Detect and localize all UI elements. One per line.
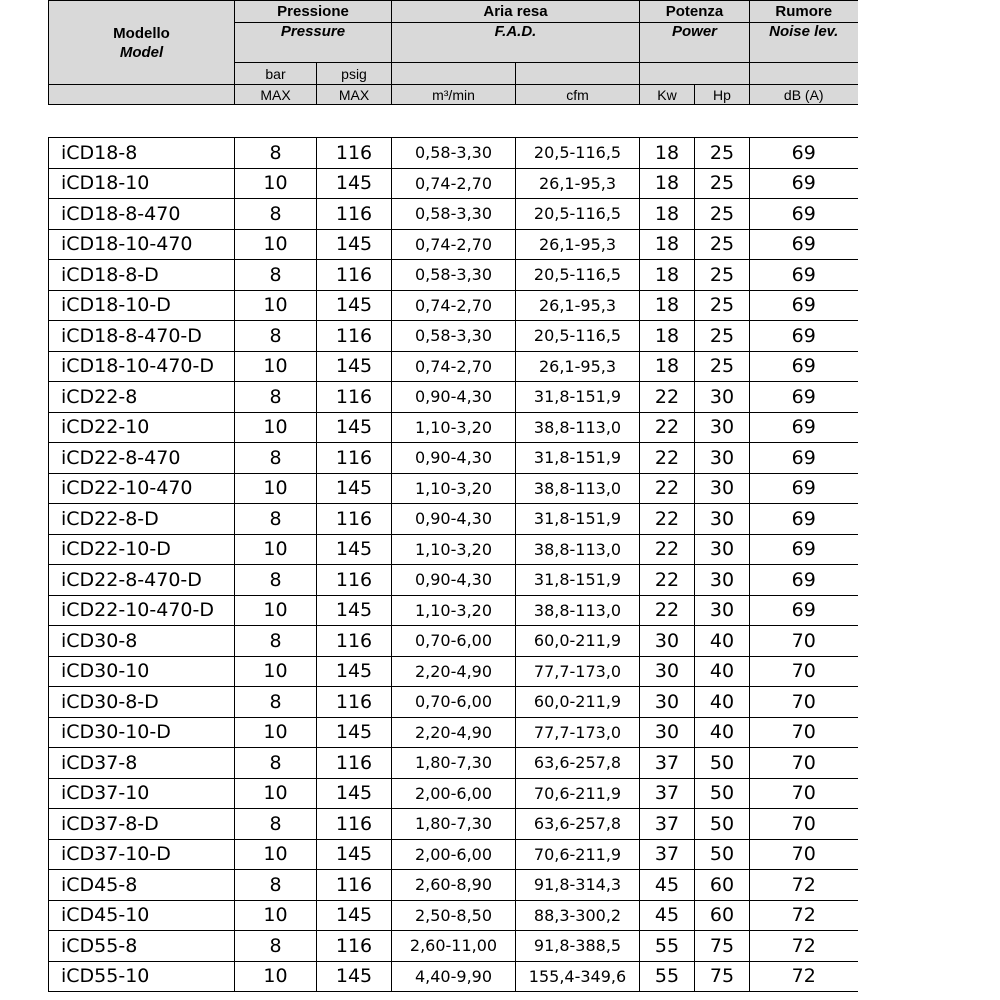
bar-max-cell: 8: [235, 382, 317, 413]
power-kw-cell: 37: [640, 809, 695, 840]
power-kw-cell: 18: [640, 351, 695, 382]
fad-m3min-cell: 1,10-3,20: [392, 534, 516, 565]
bar-max-cell: 8: [235, 565, 317, 596]
power-kw-cell: 55: [640, 961, 695, 992]
fad-m3min-cell: 0,90-4,30: [392, 443, 516, 474]
bar-max-cell: 8: [235, 321, 317, 352]
fad-cfm-cell: 63,6-257,8: [516, 809, 640, 840]
fad-m3min-cell: 2,60-11,00: [392, 931, 516, 962]
fad-m3min-cell: 2,20-4,90: [392, 717, 516, 748]
noise-dba-cell: 69: [750, 168, 858, 199]
power-header-en: Power: [640, 23, 750, 63]
psig-max-cell: 145: [317, 290, 392, 321]
bar-max-cell: 10: [235, 412, 317, 443]
model-cell: iCD37-10-D: [49, 839, 235, 870]
power-kw-cell: 55: [640, 931, 695, 962]
fad-cfm-cell: 60,0-211,9: [516, 687, 640, 718]
fad-cfm-cell: 38,8-113,0: [516, 412, 640, 443]
power-hp-cell: 30: [695, 382, 750, 413]
power-hp-cell: 50: [695, 809, 750, 840]
fad-m3min-cell: 2,20-4,90: [392, 656, 516, 687]
power-hp-cell: 25: [695, 321, 750, 352]
fad-m3min-cell: 1,80-7,30: [392, 809, 516, 840]
spec-table-header: [48, 0, 858, 105]
model-cell: iCD18-8-470-D: [49, 321, 235, 352]
spec-table-body: [48, 137, 858, 992]
power-kw-cell: 18: [640, 290, 695, 321]
model-cell: iCD45-10: [49, 900, 235, 931]
fad-cfm-cell: 38,8-113,0: [516, 595, 640, 626]
psig-max-cell: 145: [317, 900, 392, 931]
psig-max-cell: 116: [317, 443, 392, 474]
pressure-header-it: Pressione: [235, 1, 392, 23]
psig-max-cell: 116: [317, 870, 392, 901]
psig-max-cell: 116: [317, 199, 392, 230]
model-cell: iCD30-8-D: [49, 687, 235, 718]
power-hp-cell: 60: [695, 900, 750, 931]
table-row: [49, 168, 858, 199]
table-row: [49, 870, 858, 901]
model-cell: iCD22-10-D: [49, 534, 235, 565]
fad-cfm-cell: 70,6-211,9: [516, 839, 640, 870]
fad-cfm-cell: 31,8-151,9: [516, 382, 640, 413]
unit-m3min: m³/min: [392, 85, 516, 105]
power-kw-cell: 22: [640, 382, 695, 413]
fad-cfm-cell: 88,3-300,2: [516, 900, 640, 931]
power-kw-cell: 30: [640, 717, 695, 748]
fad-m3min-cell: 2,00-6,00: [392, 839, 516, 870]
bar-max-cell: 10: [235, 229, 317, 260]
fad-cfm-cell: 38,8-113,0: [516, 473, 640, 504]
power-header-it: Potenza: [640, 1, 750, 23]
model-cell: iCD37-10: [49, 778, 235, 809]
fad-cfm-cell: 38,8-113,0: [516, 534, 640, 565]
bar-max-cell: 10: [235, 961, 317, 992]
psig-max-cell: 145: [317, 473, 392, 504]
psig-max-cell: 145: [317, 595, 392, 626]
noise-dba-cell: 69: [750, 138, 858, 169]
model-cell: iCD55-10: [49, 961, 235, 992]
power-hp-cell: 60: [695, 870, 750, 901]
psig-max-cell: 116: [317, 687, 392, 718]
bar-max-cell: 10: [235, 290, 317, 321]
bar-max-cell: 10: [235, 656, 317, 687]
psig-max-cell: 145: [317, 717, 392, 748]
fad-cfm-cell: 26,1-95,3: [516, 290, 640, 321]
bar-max-cell: 10: [235, 900, 317, 931]
bar-max-cell: 10: [235, 473, 317, 504]
psig-max-cell: 116: [317, 504, 392, 535]
psig-max-cell: 116: [317, 626, 392, 657]
table-row: [49, 961, 858, 992]
noise-dba-cell: 69: [750, 504, 858, 535]
model-cell: iCD18-10-470: [49, 229, 235, 260]
model-cell: iCD30-10-D: [49, 717, 235, 748]
fad-header-en: F.A.D.: [392, 23, 640, 63]
power-hp-cell: 30: [695, 504, 750, 535]
bar-max-cell: 10: [235, 778, 317, 809]
fad-m3min-cell: 0,90-4,30: [392, 382, 516, 413]
model-cell: iCD45-8: [49, 870, 235, 901]
power-kw-cell: 22: [640, 412, 695, 443]
noise-dba-cell: 69: [750, 260, 858, 291]
noise-dba-cell: 70: [750, 809, 858, 840]
noise-dba-cell: 69: [750, 443, 858, 474]
noise-dba-cell: 70: [750, 839, 858, 870]
noise-dba-cell: 69: [750, 565, 858, 596]
model-cell: iCD18-8-D: [49, 260, 235, 291]
fad-header-it: Aria resa: [392, 1, 640, 23]
table-row: [49, 931, 858, 962]
fad-m3min-cell: 0,58-3,30: [392, 260, 516, 291]
bar-max-cell: 8: [235, 138, 317, 169]
bar-max-cell: 8: [235, 931, 317, 962]
power-kw-cell: 45: [640, 870, 695, 901]
fad-m3min-cell: 4,40-9,90: [392, 961, 516, 992]
power-kw-cell: 22: [640, 534, 695, 565]
fad-cfm-cell: 155,4-349,6: [516, 961, 640, 992]
model-cell: iCD22-10-470-D: [49, 595, 235, 626]
noise-dba-cell: 69: [750, 290, 858, 321]
noise-dba-cell: 72: [750, 961, 858, 992]
model-cell: iCD18-8-470: [49, 199, 235, 230]
psig-max-cell: 145: [317, 961, 392, 992]
fad-m3min-cell: 0,58-3,30: [392, 138, 516, 169]
power-kw-cell: 45: [640, 900, 695, 931]
power-hp-cell: 50: [695, 748, 750, 779]
bar-max-cell: 8: [235, 626, 317, 657]
unit-blank-model: [49, 85, 235, 105]
model-cell: iCD22-8-D: [49, 504, 235, 535]
unit-kw: Kw: [640, 85, 695, 105]
table-row: [49, 199, 858, 230]
psig-max-cell: 116: [317, 565, 392, 596]
fad-cfm-cell: 20,5-116,5: [516, 138, 640, 169]
table-row: [49, 382, 858, 413]
psig-max-cell: 145: [317, 778, 392, 809]
table-row: [49, 809, 858, 840]
power-hp-cell: 30: [695, 412, 750, 443]
power-kw-cell: 22: [640, 565, 695, 596]
noise-dba-cell: 69: [750, 351, 858, 382]
fad-cfm-cell: 70,6-211,9: [516, 778, 640, 809]
model-cell: iCD22-8: [49, 382, 235, 413]
psig-max-cell: 116: [317, 809, 392, 840]
noise-header-it: Rumore: [750, 1, 858, 23]
psig-max-cell: 145: [317, 534, 392, 565]
table-row: [49, 565, 858, 596]
table-row: [49, 748, 858, 779]
fad-cfm-cell: 20,5-116,5: [516, 199, 640, 230]
psig-max-cell: 116: [317, 321, 392, 352]
psig-max-cell: 145: [317, 168, 392, 199]
power-hp-cell: 25: [695, 229, 750, 260]
power-kw-cell: 30: [640, 687, 695, 718]
psig-max-cell: 145: [317, 229, 392, 260]
power-hp-cell: 25: [695, 351, 750, 382]
power-hp-cell: 50: [695, 778, 750, 809]
psig-max-cell: 116: [317, 931, 392, 962]
power-kw-cell: 22: [640, 504, 695, 535]
fad-cfm-cell: 31,8-151,9: [516, 504, 640, 535]
table-row: [49, 351, 858, 382]
table-row: [49, 290, 858, 321]
model-cell: iCD22-10-470: [49, 473, 235, 504]
model-header-it: Modello: [113, 24, 170, 42]
fad-m3min-cell: 2,60-8,90: [392, 870, 516, 901]
unit-bar-max: MAX: [235, 85, 317, 105]
fad-m3min-cell: 0,74-2,70: [392, 168, 516, 199]
bar-max-cell: 10: [235, 534, 317, 565]
power-hp-cell: 25: [695, 260, 750, 291]
model-cell: iCD30-8: [49, 626, 235, 657]
unit-blank-4: [750, 63, 858, 85]
unit-psig-max: MAX: [317, 85, 392, 105]
power-hp-cell: 25: [695, 290, 750, 321]
power-hp-cell: 75: [695, 931, 750, 962]
bar-max-cell: 10: [235, 717, 317, 748]
bar-max-cell: 10: [235, 351, 317, 382]
fad-m3min-cell: 0,90-4,30: [392, 504, 516, 535]
bar-max-cell: 10: [235, 168, 317, 199]
bar-max-cell: 10: [235, 839, 317, 870]
noise-dba-cell: 69: [750, 595, 858, 626]
noise-dba-cell: 69: [750, 229, 858, 260]
fad-m3min-cell: 2,50-8,50: [392, 900, 516, 931]
table-row: [49, 717, 858, 748]
power-kw-cell: 22: [640, 443, 695, 474]
fad-m3min-cell: 0,74-2,70: [392, 229, 516, 260]
fad-cfm-cell: 77,7-173,0: [516, 717, 640, 748]
psig-max-cell: 145: [317, 656, 392, 687]
fad-m3min-cell: 1,10-3,20: [392, 473, 516, 504]
noise-dba-cell: 69: [750, 382, 858, 413]
noise-dba-cell: 69: [750, 199, 858, 230]
table-row: [49, 443, 858, 474]
noise-header-en: Noise lev.: [750, 23, 858, 63]
noise-dba-cell: 70: [750, 626, 858, 657]
table-row: [49, 595, 858, 626]
bar-max-cell: 8: [235, 504, 317, 535]
psig-max-cell: 116: [317, 748, 392, 779]
fad-m3min-cell: 0,74-2,70: [392, 290, 516, 321]
unit-blank-2: [516, 63, 640, 85]
unit-blank-3: [640, 63, 750, 85]
fad-m3min-cell: 0,74-2,70: [392, 351, 516, 382]
bar-max-cell: 8: [235, 687, 317, 718]
power-hp-cell: 40: [695, 656, 750, 687]
model-cell: iCD22-10: [49, 412, 235, 443]
power-hp-cell: 25: [695, 168, 750, 199]
unit-hp: Hp: [695, 85, 750, 105]
bar-max-cell: 8: [235, 199, 317, 230]
table-row: [49, 534, 858, 565]
noise-dba-cell: 69: [750, 321, 858, 352]
noise-dba-cell: 70: [750, 778, 858, 809]
fad-cfm-cell: 26,1-95,3: [516, 351, 640, 382]
psig-max-cell: 145: [317, 351, 392, 382]
unit-bar: bar: [235, 63, 317, 85]
psig-max-cell: 116: [317, 260, 392, 291]
psig-max-cell: 145: [317, 412, 392, 443]
noise-dba-cell: 72: [750, 931, 858, 962]
fad-m3min-cell: 1,10-3,20: [392, 595, 516, 626]
model-cell: iCD22-8-470: [49, 443, 235, 474]
model-cell: iCD55-8: [49, 931, 235, 962]
power-hp-cell: 25: [695, 138, 750, 169]
power-kw-cell: 18: [640, 229, 695, 260]
fad-cfm-cell: 91,8-314,3: [516, 870, 640, 901]
noise-dba-cell: 70: [750, 656, 858, 687]
fad-m3min-cell: 1,10-3,20: [392, 412, 516, 443]
power-kw-cell: 18: [640, 168, 695, 199]
noise-dba-cell: 69: [750, 473, 858, 504]
power-kw-cell: 18: [640, 260, 695, 291]
noise-dba-cell: 70: [750, 748, 858, 779]
model-header: [49, 1, 235, 85]
table-row: [49, 138, 858, 169]
fad-cfm-cell: 91,8-388,5: [516, 931, 640, 962]
fad-cfm-cell: 31,8-151,9: [516, 565, 640, 596]
table-row: [49, 504, 858, 535]
power-hp-cell: 40: [695, 687, 750, 718]
power-hp-cell: 25: [695, 199, 750, 230]
fad-cfm-cell: 60,0-211,9: [516, 626, 640, 657]
fad-m3min-cell: 1,80-7,30: [392, 748, 516, 779]
noise-dba-cell: 72: [750, 870, 858, 901]
noise-dba-cell: 69: [750, 412, 858, 443]
model-cell: iCD18-10-470-D: [49, 351, 235, 382]
power-kw-cell: 37: [640, 748, 695, 779]
psig-max-cell: 116: [317, 138, 392, 169]
model-cell: iCD18-10: [49, 168, 235, 199]
pressure-header-en: Pressure: [235, 23, 392, 63]
psig-max-cell: 116: [317, 382, 392, 413]
noise-dba-cell: 69: [750, 534, 858, 565]
power-kw-cell: 18: [640, 321, 695, 352]
bar-max-cell: 10: [235, 595, 317, 626]
fad-m3min-cell: 0,70-6,00: [392, 687, 516, 718]
table-row: [49, 778, 858, 809]
model-header-en: Model: [119, 43, 164, 61]
fad-m3min-cell: 0,90-4,30: [392, 565, 516, 596]
power-hp-cell: 40: [695, 717, 750, 748]
bar-max-cell: 8: [235, 260, 317, 291]
table-row: [49, 412, 858, 443]
fad-cfm-cell: 20,5-116,5: [516, 260, 640, 291]
table-row: [49, 473, 858, 504]
model-cell: iCD22-8-470-D: [49, 565, 235, 596]
unit-cfm: cfm: [516, 85, 640, 105]
fad-cfm-cell: 63,6-257,8: [516, 748, 640, 779]
power-hp-cell: 75: [695, 961, 750, 992]
power-kw-cell: 37: [640, 778, 695, 809]
table-row: [49, 687, 858, 718]
power-kw-cell: 18: [640, 138, 695, 169]
unit-dba: dB (A): [750, 85, 858, 105]
power-kw-cell: 30: [640, 656, 695, 687]
model-cell: iCD37-8: [49, 748, 235, 779]
unit-blank-1: [392, 63, 516, 85]
fad-cfm-cell: 20,5-116,5: [516, 321, 640, 352]
table-row: [49, 656, 858, 687]
fad-cfm-cell: 31,8-151,9: [516, 443, 640, 474]
spec-rows: [49, 138, 858, 992]
psig-max-cell: 145: [317, 839, 392, 870]
fad-m3min-cell: 2,00-6,00: [392, 778, 516, 809]
model-cell: iCD37-8-D: [49, 809, 235, 840]
power-kw-cell: 22: [640, 473, 695, 504]
table-row: [49, 900, 858, 931]
power-hp-cell: 30: [695, 534, 750, 565]
fad-m3min-cell: 0,58-3,30: [392, 199, 516, 230]
fad-m3min-cell: 0,58-3,30: [392, 321, 516, 352]
noise-dba-cell: 70: [750, 687, 858, 718]
unit-psig: psig: [317, 63, 392, 85]
table-row: [49, 229, 858, 260]
power-hp-cell: 30: [695, 443, 750, 474]
table-row: [49, 626, 858, 657]
table-row: [49, 839, 858, 870]
power-kw-cell: 22: [640, 595, 695, 626]
model-cell: iCD18-8: [49, 138, 235, 169]
power-hp-cell: 30: [695, 473, 750, 504]
power-kw-cell: 18: [640, 199, 695, 230]
table-row: [49, 321, 858, 352]
noise-dba-cell: 70: [750, 717, 858, 748]
bar-max-cell: 8: [235, 870, 317, 901]
bar-max-cell: 8: [235, 443, 317, 474]
power-hp-cell: 30: [695, 565, 750, 596]
fad-cfm-cell: 26,1-95,3: [516, 168, 640, 199]
bar-max-cell: 8: [235, 748, 317, 779]
bar-max-cell: 8: [235, 809, 317, 840]
power-kw-cell: 37: [640, 839, 695, 870]
model-cell: iCD18-10-D: [49, 290, 235, 321]
table-row: [49, 260, 858, 291]
fad-cfm-cell: 77,7-173,0: [516, 656, 640, 687]
fad-cfm-cell: 26,1-95,3: [516, 229, 640, 260]
fad-m3min-cell: 0,70-6,00: [392, 626, 516, 657]
noise-dba-cell: 72: [750, 900, 858, 931]
power-hp-cell: 30: [695, 595, 750, 626]
power-hp-cell: 40: [695, 626, 750, 657]
power-hp-cell: 50: [695, 839, 750, 870]
model-cell: iCD30-10: [49, 656, 235, 687]
power-kw-cell: 30: [640, 626, 695, 657]
